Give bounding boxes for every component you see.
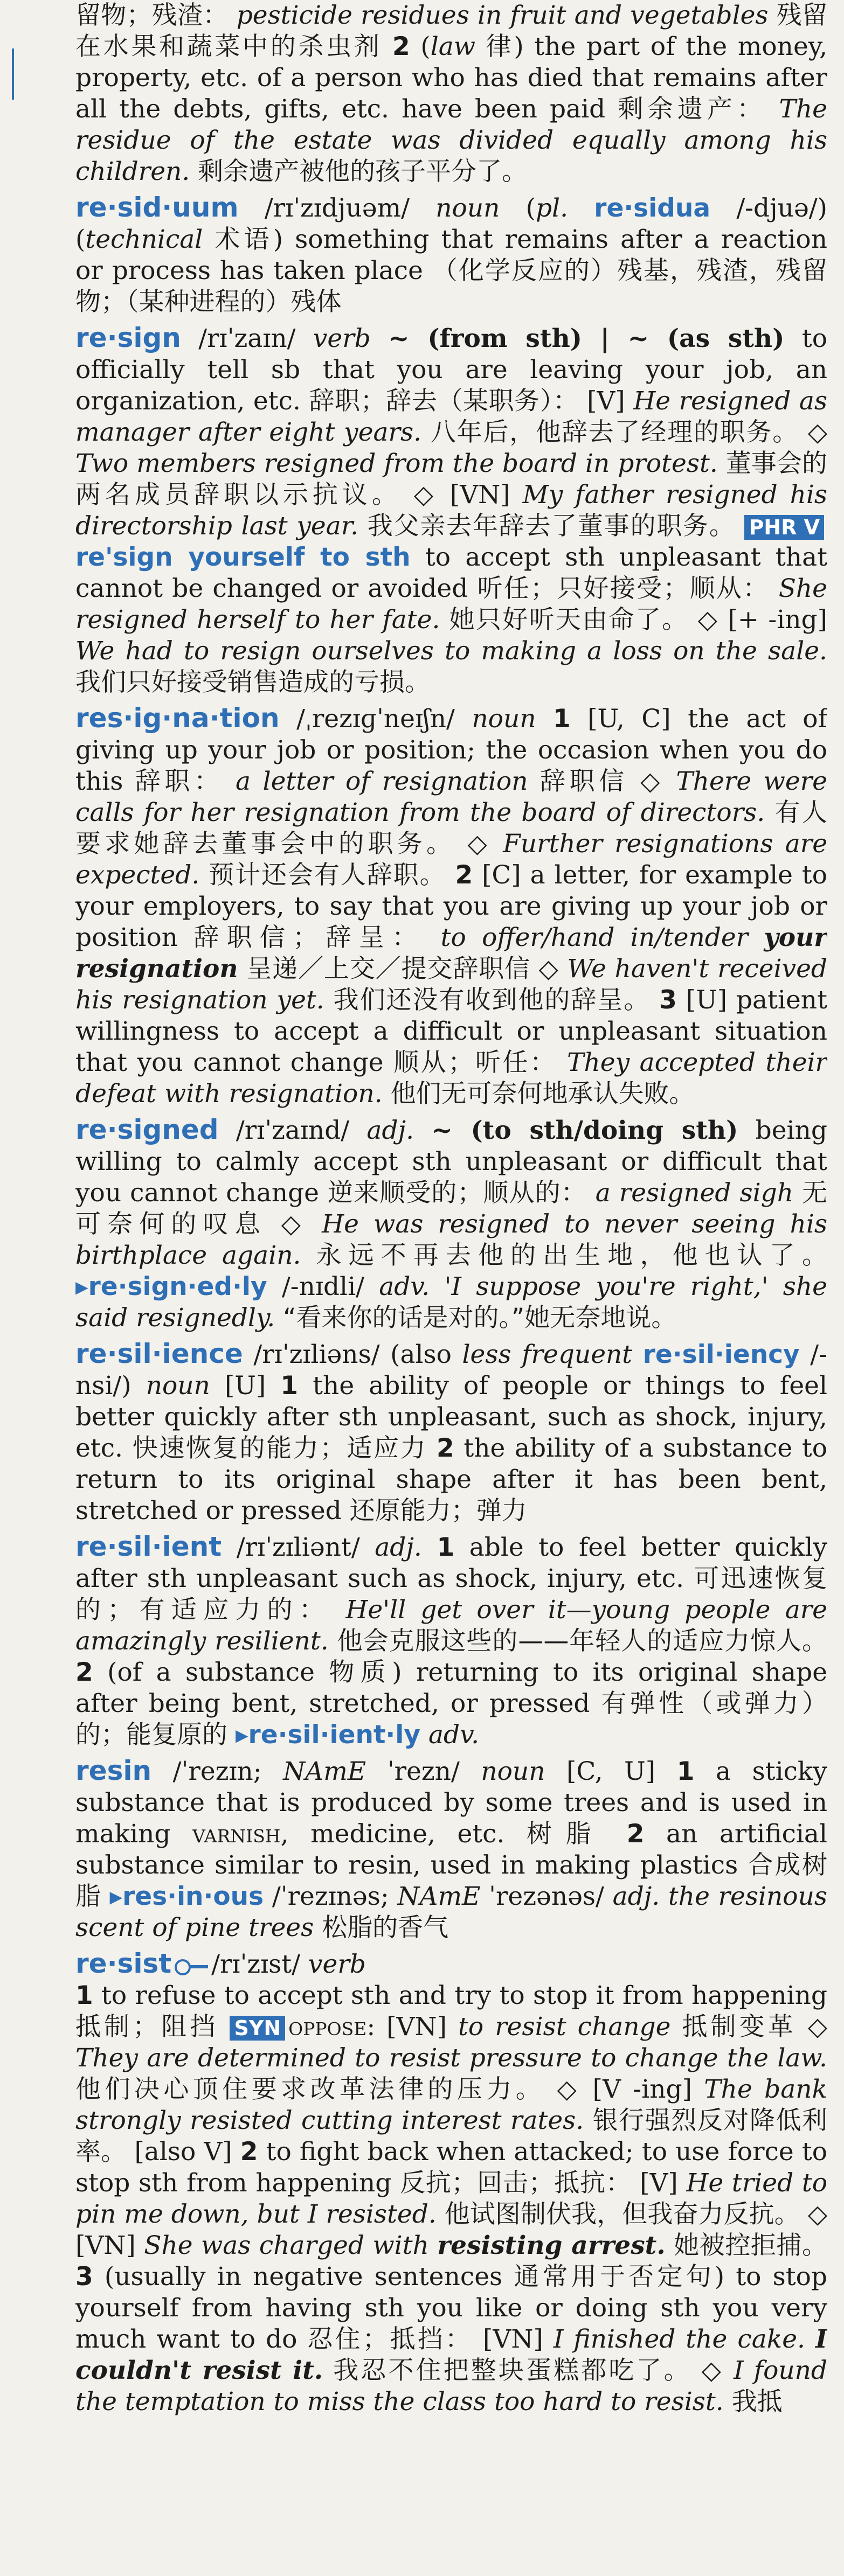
chinese-gloss: 我抵 bbox=[731, 2387, 783, 2417]
definition: an artificial substance similar to resin, used in making plastics bbox=[75, 1819, 827, 1880]
chinese-gloss: 她只好听天由命了。 bbox=[449, 605, 689, 635]
chinese-gloss: 抵制；阻挡 bbox=[75, 2012, 219, 2042]
example: They are determined to resist pressure to change the law. bbox=[75, 2043, 827, 2073]
chinese-gloss: 他试图制伏我，但我奋力反抗。 bbox=[444, 2199, 800, 2229]
derivative: res·in·ous bbox=[122, 1882, 264, 1911]
example: They accepted their defeat with resignation. bbox=[75, 1048, 827, 1109]
chinese-gloss: 术语 bbox=[215, 225, 273, 254]
definition: to accept sth unpleasant that cannot be changed or avoided bbox=[75, 542, 827, 603]
example: 'I suppose you're right,' she said resignedly. bbox=[75, 1272, 827, 1333]
headword: resin bbox=[75, 1755, 152, 1786]
headword: re·sil·ient bbox=[75, 1531, 222, 1562]
part-of-speech: adv. bbox=[428, 1720, 480, 1750]
chinese-gloss: 快速恢复的能力；适应力 bbox=[132, 1433, 427, 1463]
chinese-gloss: 树脂 bbox=[527, 1819, 605, 1849]
chinese-gloss: 呈递／上交／提交辞职信 bbox=[246, 954, 530, 984]
pronunciation: /rɪˈzɪliənt/ bbox=[236, 1533, 360, 1562]
example-collocation: your resignation bbox=[75, 923, 827, 984]
example: My father resigned his directorship last year. bbox=[75, 480, 827, 541]
grammar-code: [U] bbox=[224, 1371, 266, 1401]
phrasal-verb: re'sign yourself to sth bbox=[75, 542, 411, 572]
chinese-gloss: 通常用于否定句 bbox=[514, 2262, 715, 2292]
sense-number: 2 bbox=[437, 1433, 454, 1463]
chinese-gloss: 合成树脂 bbox=[75, 1850, 827, 1911]
chinese-gloss: 无可奈何的叹息 bbox=[75, 1178, 827, 1239]
synonym: oppose bbox=[288, 2012, 367, 2042]
pronunciation: /-djuə/ bbox=[736, 193, 818, 223]
definition: able to feel better quickly after sth unpleasant such as shock, injury, etc. bbox=[75, 1533, 827, 1593]
grammar-code: [U, C] bbox=[587, 704, 671, 734]
headword: re·sist bbox=[75, 1948, 172, 1979]
dictionary-page bbox=[75, 0, 827, 2576]
definition: the act of giving up your job or position; the occasion when you do this bbox=[75, 704, 827, 796]
example-collocation: I couldn't resist it. bbox=[75, 2324, 827, 2385]
pronunciation: /ˈrezɪn; bbox=[172, 1757, 262, 1786]
chinese-gloss: 有人要求她辞去董事会中的职务。 bbox=[75, 798, 827, 859]
grammar-pattern: ~ (from sth) | ~ (as sth) bbox=[388, 324, 785, 353]
chinese-gloss: 物质 bbox=[329, 1658, 392, 1687]
example: We haven't received his resignation yet. bbox=[75, 954, 827, 1015]
entry-resin bbox=[75, 1755, 827, 1944]
chinese-gloss: 律 bbox=[486, 32, 514, 61]
example: a resigned sigh bbox=[595, 1178, 793, 1208]
chinese-gloss: 董事会的两名成员辞职以示抗议。 bbox=[75, 449, 827, 510]
chinese-gloss: 松脂的香气 bbox=[322, 1913, 449, 1943]
example: Further resignations are expected. bbox=[75, 829, 827, 890]
example: the resinous scent of pine trees bbox=[75, 1882, 827, 1943]
headword: re·sign bbox=[75, 322, 181, 353]
example: We had to resign ourselves to making a loss on the sale. bbox=[75, 636, 827, 666]
definition: patient willingness to accept a difficult or unpleasant situation that you cannot change bbox=[75, 985, 827, 1077]
part-of-speech: noun bbox=[481, 1757, 545, 1786]
chinese-gloss: 还原能力；弹力 bbox=[349, 1496, 527, 1526]
pronunciation: /rɪˈzaɪn/ bbox=[198, 324, 296, 353]
derivative: re·sign·ed·ly bbox=[88, 1272, 267, 1301]
region-label: NAmE bbox=[397, 1882, 481, 1911]
entry-resilient bbox=[75, 1531, 827, 1751]
definition: to fight back when attacked; to use force to stop sth from happening bbox=[75, 2137, 827, 2198]
derivative-arrow-icon: ▸ bbox=[109, 1882, 123, 1911]
entry-resilience: re·sil·ience /rɪˈzɪliəns/ (also less frequent re·sil·iency /-nsi/) noun [U] 1 the ability of people or things to feel better quickly after sth unpleasant, such as shock, injury, etc. 快速恢复的能力；适应力 2 the ability of a substance to return to its original shape after it has been bent, stretched or pressed 还原能力；弹力 bbox=[75, 1338, 827, 1526]
entry-residuum: re·sid·uum /rɪˈzɪdjuəm/ noun (pl. re·sidua /-djuə/) (technical 术语) something that remains after a reaction or process has taken place （化学反应的）残基，残渣，残留物；（某种进程的）残体 bbox=[75, 192, 827, 317]
pronunciation: ˈrezənəs/ bbox=[489, 1882, 604, 1911]
definition: the ability of a substance to return to its original shape after it has been bent, stretched or pressed bbox=[75, 1433, 827, 1526]
example: He resigned as manager after eight years. bbox=[75, 386, 827, 447]
chinese-gloss: 他们决心顶住要求改革法律的压力。 bbox=[75, 2074, 545, 2104]
example: pesticide residues in fruit and vegetables bbox=[236, 1, 769, 30]
headword: re·sil·ience bbox=[75, 1338, 243, 1369]
chinese-gloss: 他们无可奈何地承认失败。 bbox=[390, 1079, 695, 1109]
pronunciation: ˈrezn/ bbox=[387, 1757, 460, 1786]
grammar-code: [V -ing] bbox=[592, 2074, 692, 2104]
frequency-label: less frequent bbox=[462, 1340, 633, 1369]
grammar-code: [C, U] bbox=[566, 1757, 656, 1786]
example: I found the temptation to miss the class too hard to resist. bbox=[75, 2356, 827, 2417]
entry-residue-continued: 留物；残渣： pesticide residues in fruit and vegetables 残留在水果和蔬菜中的杀虫剂 2 (law 律) the part of the money, property, etc. of a person who has died that remains after all the debts, gifts, etc. have been paid 剩余遗产： The residue of the estate was divided equally among his children. 剩余遗产被他的孩子平分了。 bbox=[75, 1, 827, 186]
pronunciation: /rɪˈzaɪnd/ bbox=[236, 1116, 350, 1145]
example-collocation: resisting arrest. bbox=[437, 2231, 666, 2260]
example: I finished the cake. bbox=[553, 2324, 805, 2354]
example: She was charged with bbox=[144, 2231, 429, 2260]
example: She resigned herself to her fate. bbox=[75, 574, 827, 635]
entry-resign: re·sign /rɪˈzaɪn/ verb ~ (from sth) | ~ (as sth) to officially tell sb that you are leaving your job, an organization, etc. 辞职；辞去（某职务）： [V] He resigned as manager after eight years. 八年后，他辞去了经理的职务。 ◇ Two members resigned from the board in protest. 董事会的两名成员辞职以示抗议。 ◇ [VN] My father resigned his directorship last year. 我父亲去年辞去了董事的职务。 PHR Vre'sign yourself to sth to accept sth unpleasant that cannot be changed or avoided 听任；只好接受；顺从： She resigned herself to her fate. 她只好听天由命了。 ◇ [+ -ing] We had to resign ourselves to making a loss on the sale. 我们只好接受销售造成的亏损。 bbox=[75, 322, 827, 697]
grammar-code: [U] bbox=[686, 985, 728, 1015]
phrasal-verb-badge: PHR V bbox=[744, 515, 824, 540]
definition: to officially tell sb that you are leaving your job, an organization, etc. bbox=[75, 324, 827, 416]
part-of-speech: noun bbox=[146, 1371, 210, 1401]
example: Two members resigned from the board in protest. bbox=[75, 449, 718, 478]
grammar-code: [V] bbox=[587, 386, 625, 416]
pronunciation: /-nɪdli/ bbox=[281, 1272, 364, 1301]
example: There were calls for her resignation from the board of directors. bbox=[75, 767, 827, 827]
section-edge-marker bbox=[12, 48, 14, 100]
chinese-gloss: 他会克服这些的——年轻人的适应力惊人。 bbox=[337, 1626, 827, 1656]
part-of-speech: noun bbox=[472, 704, 536, 734]
part-of-speech: adj. bbox=[612, 1882, 660, 1911]
chinese-gloss: 银行强烈反对降低利率。 bbox=[75, 2106, 827, 2167]
register-label: technical bbox=[85, 225, 203, 254]
chinese-gloss: 我们只好接受销售造成的亏损。 bbox=[75, 667, 430, 697]
definition: the ability of people or things to feel better quickly after sth unpleasant, such as shock, injury, etc. bbox=[75, 1371, 827, 1463]
part-of-speech: verb bbox=[313, 324, 371, 353]
also-label: also bbox=[400, 1340, 452, 1369]
part-of-speech: adj. bbox=[366, 1116, 414, 1145]
synonym-badge: SYN bbox=[230, 2016, 285, 2041]
chinese-gloss: 抵制变革 bbox=[682, 2012, 797, 2042]
chinese-gloss: （化学反应的）残基，残渣，残留物；（某种进程的）残体 bbox=[75, 256, 827, 317]
region-label: NAmE bbox=[283, 1757, 366, 1786]
sense-number: 3 bbox=[75, 2262, 93, 2292]
chinese-gloss: 剩余遗产： bbox=[618, 94, 767, 124]
entry-resist: re·sist /rɪˈzɪst/ verb 1 to refuse to accept sth and try to stop it from happening 抵制；阻挡 SYN oppose: [VN] to resist change 抵制变革 ◇ They are determined to resist pressure to change the law. 他们决心顶住要求改革法律的压力。 ◇ [V -ing] The bank strongly resisted cutting interest rates. 银行强烈反对降低利率。 [also V] 2 to fight back when attacked; to use force to stop sth from happening 反抗；回击；抵抗： [V] He tried to pin me down, but I resisted. 他试图制伏我，但我奋力反抗。 ◇ [VN] She was charged with resisting arrest. 她被控拒捕。 3 (usually in negative sentences 通常用于否定句) to stop yourself from having sth you like or doing sth you very much want to do 忍住；抵挡： [VN] I finished the cake. I couldn't resist it. 我忍不住把整块蛋糕都吃了。 ◇ I found the temptation to miss the class too hard to resist. 我抵 bbox=[75, 1948, 827, 2417]
chinese-gloss: 听任；只好接受；顺从： bbox=[477, 574, 770, 603]
definition: ) returning to its original shape after being bent, stretched, or pressed bbox=[75, 1658, 827, 1718]
pronunciation: /rɪˈzɪst/ bbox=[211, 1950, 301, 1979]
chinese-gloss: 可迅速恢复的；有适应力的： bbox=[75, 1564, 827, 1625]
chinese-gloss: 我们还没有收到他的辞呈。 bbox=[333, 985, 651, 1015]
pronunciation: /ˈrezɪnəs; bbox=[272, 1882, 389, 1911]
example: to offer/hand in/tender bbox=[440, 923, 749, 952]
pronunciation: /-nsi/ bbox=[75, 1340, 827, 1401]
chinese-gloss: 我父亲去年辞去了董事的职务。 bbox=[367, 511, 736, 541]
pronunciation: /ˌrezɪɡˈneɪʃn/ bbox=[296, 704, 455, 734]
grammar-code: [+ -ing] bbox=[728, 605, 827, 635]
chinese-gloss: 辞职： bbox=[135, 767, 224, 796]
chinese-gloss: 残留在水果和蔬菜中的杀虫剂 bbox=[75, 1, 827, 61]
derivative-arrow-icon: ▸ bbox=[75, 1272, 88, 1301]
sense-number: 1 bbox=[280, 1371, 299, 1401]
chinese-gloss: 八年后，他辞去了经理的职务。 bbox=[430, 417, 799, 447]
sense-number: 2 bbox=[75, 1658, 93, 1687]
variant-form: re·sil·iency bbox=[642, 1340, 800, 1369]
example: He'll get over it—young people are amazingly resilient. bbox=[75, 1595, 827, 1656]
derivative: re·sil·ient·ly bbox=[248, 1720, 421, 1750]
example: a letter of resignation bbox=[236, 767, 528, 796]
register-label: law bbox=[430, 32, 475, 61]
pronunciation: /rɪˈzɪdjuəm/ bbox=[264, 193, 410, 223]
definition: (of a substance bbox=[107, 1658, 315, 1687]
chinese-gloss: 留物；残渣： bbox=[75, 1, 229, 30]
definition: , medicine, etc. bbox=[280, 1819, 505, 1849]
part-of-speech: adv. bbox=[379, 1272, 430, 1301]
part-of-speech: verb bbox=[308, 1950, 366, 1979]
definition: a letter, for example to your employers, to say that you are giving up your job or position bbox=[75, 860, 827, 952]
plural-label: pl. bbox=[535, 193, 569, 223]
definition: (usually in negative sentences bbox=[104, 2262, 503, 2292]
headword: res·ig·na·tion bbox=[75, 702, 280, 734]
example: to resist change bbox=[458, 2012, 671, 2042]
example: The bank strongly resisted cutting interest rates. bbox=[75, 2074, 827, 2135]
definition: a sticky substance that is produced by some trees and is used in making bbox=[75, 1757, 827, 1849]
chinese-gloss: 永远不再去他的出生地，他也认了。 bbox=[316, 1241, 827, 1270]
plural-form: re·sidua bbox=[594, 193, 711, 223]
chinese-gloss: 辞职信；辞呈： bbox=[193, 923, 425, 952]
chinese-gloss: 预计还会有人辞职。 bbox=[209, 860, 446, 890]
cross-reference: varnish bbox=[192, 1819, 281, 1849]
chinese-gloss: 辞职信 bbox=[540, 767, 628, 796]
chinese-gloss: 她被控拒捕。 bbox=[674, 2231, 827, 2260]
sense-number: 1 bbox=[553, 704, 571, 734]
definition: ) something that remains after a reaction or process has taken place bbox=[75, 225, 827, 286]
sense-number: 1 bbox=[676, 1757, 695, 1786]
sense-number: 1 bbox=[437, 1533, 455, 1562]
example: The residue of the estate was divided equally among his children. bbox=[75, 94, 827, 186]
grammar-code: [VN] bbox=[75, 2231, 136, 2260]
example: He tried to pin me down, but I resisted. bbox=[75, 2168, 827, 2229]
grammar-code: [V] bbox=[640, 2168, 678, 2198]
definition: ) the part of the money, property, etc. of a person who has died that remains after all the debts, gifts, etc. have been paid bbox=[75, 32, 827, 124]
part-of-speech: noun bbox=[435, 193, 500, 223]
grammar-code: [also V] bbox=[134, 2137, 232, 2167]
definition: being willing to calmly accept sth unpleasant or difficult that you cannot change bbox=[75, 1116, 827, 1208]
headword: re·signed bbox=[75, 1114, 219, 1145]
grammar-code: [C] bbox=[482, 860, 521, 890]
sense-number: 3 bbox=[659, 985, 677, 1015]
chinese-gloss: 有弹性（或弹力）的；能复原的 bbox=[75, 1689, 827, 1750]
grammar-code: [VN] bbox=[386, 2012, 447, 2042]
sense-number: 2 bbox=[240, 2137, 258, 2167]
definition: to refuse to accept sth and try to stop it from happening bbox=[101, 1981, 827, 2010]
sense-number: 2 bbox=[392, 32, 410, 61]
chinese-gloss: 顺从；听任： bbox=[393, 1048, 557, 1077]
pronunciation: /rɪˈzɪliəns/ bbox=[253, 1340, 380, 1369]
derivative-arrow-icon: ▸ bbox=[235, 1720, 248, 1750]
chinese-gloss: 剩余遗产被他的孩子平分了。 bbox=[198, 157, 528, 186]
sense-number: 2 bbox=[455, 860, 473, 890]
grammar-code: [VN] bbox=[483, 2324, 543, 2354]
chinese-gloss: 反抗；回击；抵抗： bbox=[399, 2168, 632, 2198]
chinese-gloss: “看来你的话是对的。”她无奈地说。 bbox=[283, 1303, 677, 1333]
headword: re·sid·uum bbox=[75, 192, 239, 223]
key-icon bbox=[175, 1959, 208, 1973]
grammar-code: [VN] bbox=[449, 480, 510, 510]
chinese-gloss: 辞职；辞去（某职务）： bbox=[309, 386, 579, 416]
definition: ) to stop yourself from having sth you like or doing sth you very much want to do bbox=[75, 2262, 827, 2354]
part-of-speech: adj. bbox=[375, 1533, 422, 1562]
entry-resignation: res·ig·na·tion /ˌrezɪɡˈneɪʃn/ noun 1 [U, C] the act of giving up your job or position; the occasion when you do this 辞职： a letter of resignation 辞职信 ◇ There were calls for her resignation from the board of directors. 有人要求她辞去董事会中的职务。 ◇ Further resignations are expected. 预计还会有人辞职。 2 [C] a letter, for example to your employers, to say that you are giving up your job or position 辞职信；辞呈： to offer/hand in/tender your resignation 呈递／上交／提交辞职信 ◇ We haven't received his resignation yet. 我们还没有收到他的辞呈。 3 [U] patient willingness to accept a difficult or unpleasant situation that you cannot change 顺从；听任： They accepted their defeat with resignation. 他们无可奈何地承认失败。 bbox=[75, 702, 827, 1109]
chinese-gloss: 我忍不住把整块蛋糕都吃了。 bbox=[333, 2356, 691, 2385]
chinese-gloss: 逆来顺受的；顺从的： bbox=[328, 1178, 587, 1208]
entry-resigned: re·signed /rɪˈzaɪnd/ adj. ~ (to sth/doing sth) being willing to calmly accept sth unpleasant or difficult that you cannot change 逆来顺受的；顺从的： a resigned sigh 无可奈何的叹息 ◇ He was resigned to never seeing his birthplace again. 永远不再去他的出生地，他也认了。 ▸re·sign·ed·ly /-nɪdli/ adv. 'I suppose you're right,' she said resignedly. “看来你的话是对的。”她无奈地说。 bbox=[75, 1114, 827, 1333]
chinese-gloss: 忍住；抵挡： bbox=[307, 2324, 473, 2354]
sense-number: 1 bbox=[75, 1981, 93, 2010]
sense-number: 2 bbox=[626, 1819, 645, 1849]
example: He was resigned to never seeing his birthplace again. bbox=[75, 1209, 827, 1270]
grammar-pattern: ~ (to sth/doing sth) bbox=[431, 1116, 738, 1145]
